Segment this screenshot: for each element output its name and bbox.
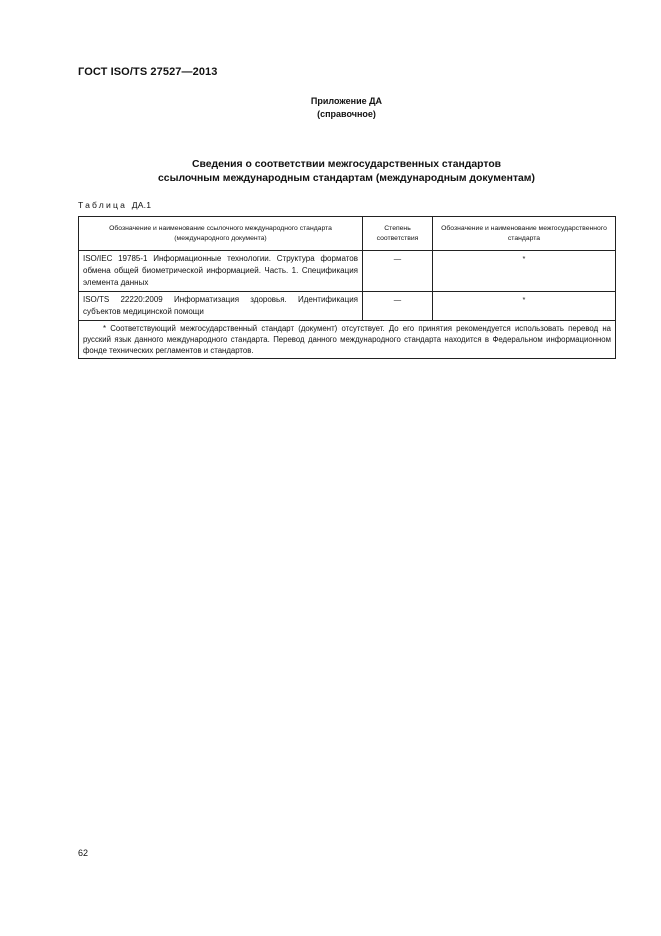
cell-reference: ISO/IEC 19785-1 Информационные технологии. Структура форматов обмена общей биометрической информацией. Часть. 1. Спецификация элемента данных [79,251,363,292]
cell-degree: — [363,251,433,292]
section-title [0,158,661,186]
table-caption-number: ДА.1 [131,200,152,210]
header-degree: Степень соответствия [363,217,433,251]
table-footnote [79,321,616,359]
table-footnote-row [79,321,616,359]
appendix-type: (справочное) [317,109,376,119]
table-row [79,251,616,292]
correspondence-table [78,216,616,359]
table-caption-word: Таблица [78,200,128,210]
page-number: 62 [78,848,89,858]
document-header: ГОСТ ISO/TS 27527—2013 [78,66,218,78]
footnote-text: * Соответствующий межгосударственный стандарт (документ) отсутствует. До его принятия рекомендуется использовать перевод на русский язык данного международного стандарта. Перевод данного международного стандарта находится в Федеральном информационном фонде технических регламентов и стандартов. [83,324,611,355]
table-caption [78,200,151,210]
table-row [79,292,616,321]
appendix-heading [0,95,661,121]
header-reference-standard: Обозначение и наименование ссылочного международного стандарта (международного документа) [79,217,363,251]
cell-national: * [433,251,616,292]
cell-reference: ISO/TS 22220:2009 Информатизация здоровья. Идентификация субъектов медицинской помощи [79,292,363,321]
cell-national: * [433,292,616,321]
section-title-line2: ссылочным международным стандартам (международным документам) [158,173,535,184]
cell-degree: — [363,292,433,321]
table-header-row [79,217,616,251]
appendix-title: Приложение ДА [310,96,383,106]
header-national-standard: Обозначение и наименование межгосударственного стандарта [433,217,616,251]
section-title-line1: Сведения о соответствии межгосударственных стандартов [191,159,502,170]
